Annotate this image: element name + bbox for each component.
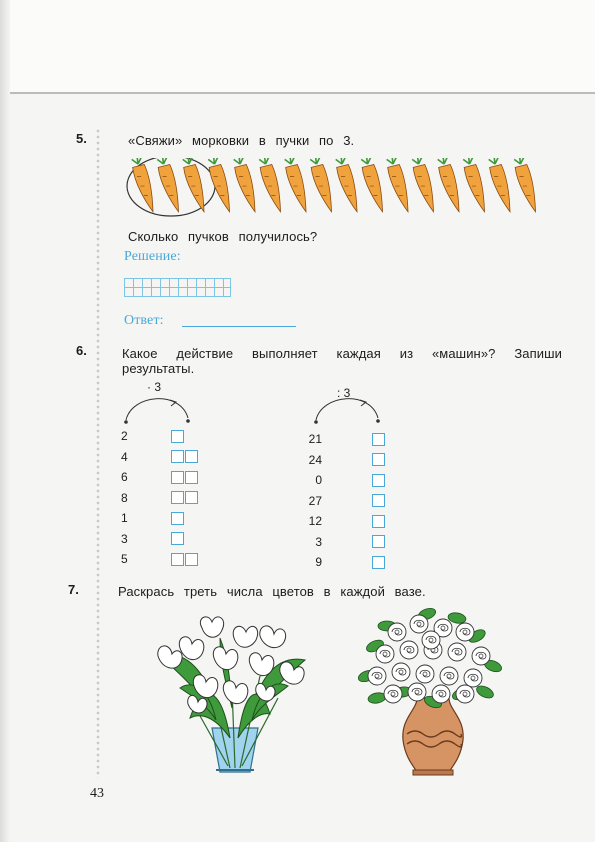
answer-box-row	[171, 529, 198, 550]
carrot	[359, 158, 386, 214]
carrot	[385, 158, 412, 214]
carrot	[436, 158, 463, 214]
rose	[388, 623, 406, 641]
carrot	[232, 158, 259, 214]
answer-box-row	[372, 429, 385, 450]
solution-label: Решение:	[124, 249, 181, 264]
answer-box[interactable]	[372, 494, 385, 507]
answer-box[interactable]	[171, 450, 184, 463]
answer-box[interactable]	[372, 535, 385, 548]
scan-top-area	[0, 0, 595, 92]
answer-box[interactable]	[185, 553, 198, 566]
machine-input-value: 2	[121, 429, 128, 443]
answer-box[interactable]	[372, 474, 385, 487]
machine-input-value: 3	[315, 534, 322, 549]
rose	[384, 685, 402, 703]
carrot	[155, 158, 182, 214]
machine2-answer-boxes	[372, 429, 385, 573]
machine-input-value: 4	[121, 449, 128, 464]
machine-input-value: 3	[121, 531, 128, 546]
page-number: 43	[90, 786, 104, 801]
answer-box-row	[372, 470, 385, 491]
rose	[400, 641, 418, 659]
task7-number: 7.	[68, 582, 79, 597]
machine2-operation: : 3	[337, 386, 351, 400]
answer-box[interactable]	[171, 491, 184, 504]
machine-input-value: 24	[308, 452, 322, 467]
carrot	[487, 158, 514, 214]
answer-box-row	[372, 532, 385, 553]
clay-vase	[403, 698, 463, 772]
rose	[464, 669, 482, 687]
answer-box[interactable]	[372, 556, 385, 569]
carrot	[461, 158, 488, 214]
task6-instruction-line2: результаты.	[122, 361, 195, 376]
rose	[456, 685, 474, 703]
machine1-answer-boxes	[171, 426, 198, 570]
answer-box[interactable]	[171, 430, 184, 443]
answer-box[interactable]	[372, 433, 385, 446]
machine-input-value: 8	[121, 490, 128, 505]
scan-shadow	[0, 0, 10, 842]
task6-number: 6.	[76, 343, 87, 358]
answer-box[interactable]	[185, 471, 198, 484]
carrot	[410, 158, 437, 214]
answer-box-row	[372, 552, 385, 573]
rose	[408, 683, 426, 701]
carrot	[512, 158, 539, 214]
machine2-inputs	[308, 429, 322, 573]
machine-input-value: 6	[121, 470, 128, 484]
task5-number: 5.	[76, 131, 87, 146]
answer-box-row	[372, 511, 385, 532]
rose	[472, 647, 490, 665]
carrot	[257, 158, 284, 214]
answer-box-row	[171, 549, 198, 570]
answer-box-row	[171, 426, 198, 447]
machine2-arrow	[308, 380, 398, 426]
answer-box[interactable]	[185, 491, 198, 504]
rose	[448, 643, 466, 661]
rose-vase-illustration	[357, 606, 507, 778]
machine1-operation: · 3	[147, 380, 162, 394]
answer-box[interactable]	[171, 471, 184, 484]
carrot	[206, 158, 233, 214]
machine-input-value: 27	[308, 493, 322, 508]
answer-box-row	[171, 467, 198, 488]
solution-grid[interactable]	[124, 278, 231, 297]
rose	[410, 615, 428, 633]
machine-input-value: 5	[121, 552, 128, 566]
machine1-inputs	[121, 426, 128, 570]
carrot	[308, 158, 335, 214]
answer-box[interactable]	[372, 453, 385, 466]
machine-input-value: 12	[308, 514, 322, 528]
answer-box-row	[171, 447, 198, 468]
scan-page-edge	[0, 92, 595, 94]
answer-box-row	[372, 491, 385, 512]
rose	[376, 645, 394, 663]
machine-input-value: 9	[315, 555, 322, 569]
answer-box[interactable]	[171, 553, 184, 566]
rose	[392, 663, 410, 681]
machine-input-value: 21	[308, 432, 322, 446]
tulip-vase-illustration	[150, 608, 315, 776]
rose	[416, 665, 434, 683]
answer-box-row	[171, 508, 198, 529]
machine-input-value: 0	[315, 473, 322, 487]
rose	[440, 667, 458, 685]
answer-box[interactable]	[171, 532, 184, 545]
task5-question: Сколько пучков получилось?	[128, 229, 318, 244]
carrots-illustration	[124, 158, 544, 220]
answer-box-row	[372, 450, 385, 471]
machine1-arrow	[118, 380, 208, 426]
carrot	[334, 158, 361, 214]
rose	[422, 631, 440, 649]
answer-box[interactable]	[185, 450, 198, 463]
task6-instruction-line1: Какое действие выполняет каждая из «машин»? Запиши	[122, 346, 562, 361]
carrot	[283, 158, 310, 214]
carrot	[130, 158, 157, 214]
answer-box[interactable]	[171, 512, 184, 525]
answer-label: Ответ:	[124, 313, 164, 328]
answer-line[interactable]	[182, 326, 296, 327]
task7-instruction: Раскрась треть числа цветов в каждой вазе.	[118, 584, 426, 599]
rose	[432, 685, 450, 703]
task5-instruction: «Свяжи» морковки в пучки по 3.	[128, 133, 355, 148]
rose	[368, 667, 386, 685]
machine-input-value: 1	[121, 511, 128, 525]
answer-box-row	[171, 488, 198, 509]
answer-box[interactable]	[372, 515, 385, 528]
binder-dots	[96, 128, 100, 778]
rose	[456, 623, 474, 641]
